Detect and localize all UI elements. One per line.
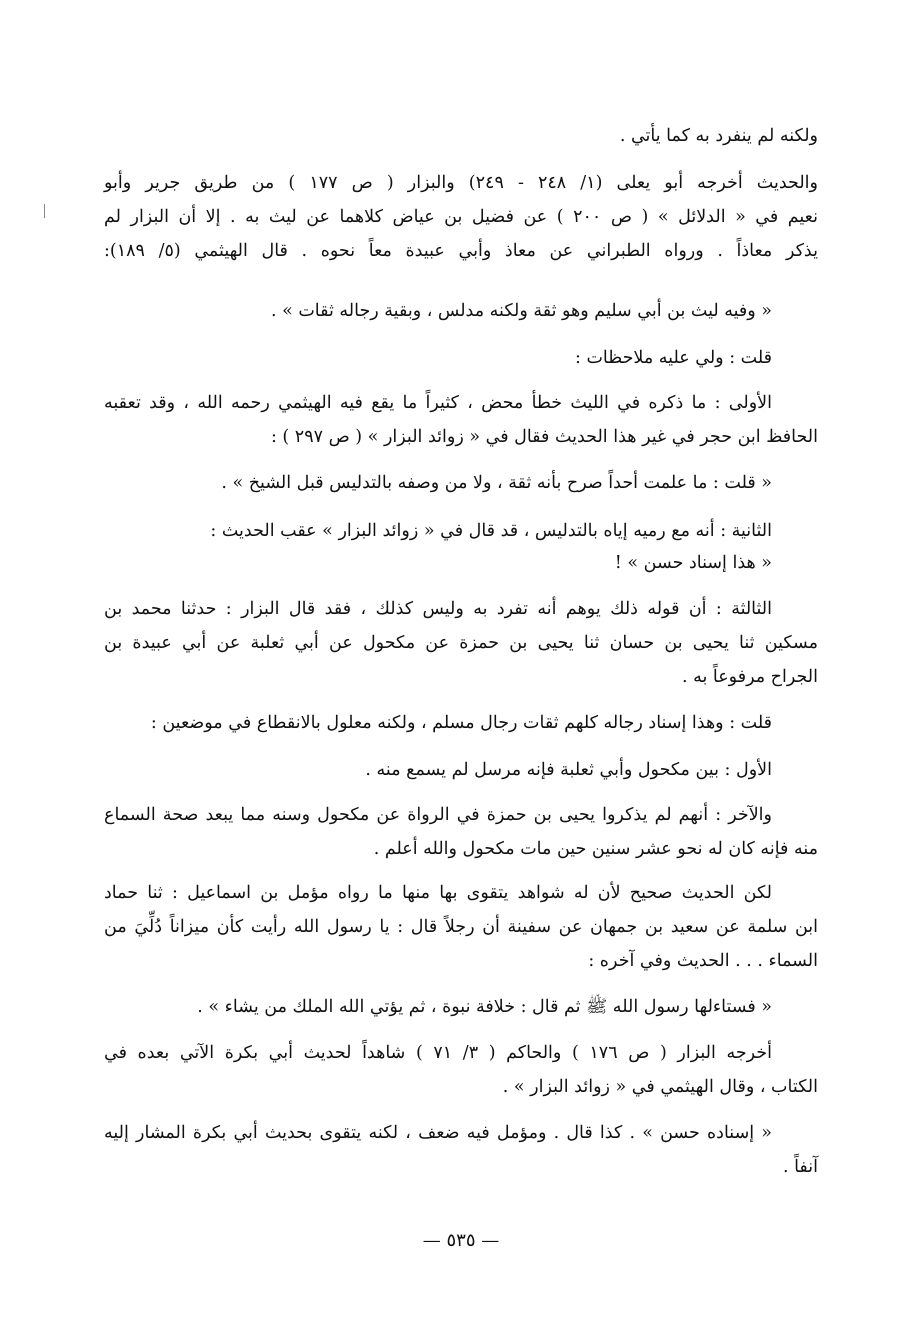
- text-line: الثالثة : أن قوله ذلك يوهم أنه تفرد به وليس كذلك ، فقد قال البزار : حدثنا محمد بن: [104, 599, 772, 619]
- text-line: مسكين ثنا يحيى بن حسان ثنا يحيى بن حمزة عن مكحول عن أبي ثعلبة عن أبي عبيدة بن: [104, 633, 818, 653]
- text-line: يذكر معاذاً . ورواه الطبراني عن معاذ وأبي عبيدة معاً نحوه . قال الهيثمي (٥/ ١٨٩):: [104, 241, 818, 261]
- text-line: قلت : وهذا إسناد رجاله كلهم ثقات رجال مسلم ، ولكنه معلول بالانقطاع في موضعين :: [150, 713, 772, 733]
- text-line: الكتاب ، وقال الهيثمي في « زوائد البزار » .: [502, 1077, 818, 1097]
- text-line: الحافظ ابن حجر في غير هذا الحديث فقال في « زوائد البزار » ( ص ٢٩٧ ) :: [270, 427, 818, 447]
- text-line: السماء . . . الحديث وفي آخره :: [588, 951, 818, 971]
- text-line: الأول : بين مكحول وأبي ثعلبة فإنه مرسل لم يسمع منه .: [365, 760, 772, 780]
- text-line: الأولى : ما ذكره في الليث خطأ محض ، كثيراً ما يقع فيه الهيثمي رحمه الله ، وقد تعقبه: [104, 393, 772, 413]
- quote-line: « قلت : ما علمت أحداً صرح بأنه ثقة ، ولا من وصفه بالتدليس قبل الشيخ » .: [221, 473, 772, 493]
- text-line: الجراح مرفوعاً به .: [681, 667, 818, 687]
- text-line: الثانية : أنه مع رميه إياه بالتدليس ، قد قال في « زوائد البزار » عقب الحديث :: [210, 521, 772, 541]
- text-line: نعيم في « الدلائل » ( ص ٢٠٠ ) عن فضيل بن عياض كلاهما عن ليث به . إلا أن البزار لم: [104, 207, 818, 227]
- quote-line: « فستاءلها رسول الله ﷺ ثم قال : خلافة نبوة ، ثم يؤتي الله الملك من يشاء » .: [197, 997, 772, 1017]
- text-line: منه فإنه كان له نحو عشر سنين حين مات مكحول والله أعلم .: [373, 839, 818, 859]
- text-line: أخرجه البزار ( ص ١٧٦ ) والحاكم ( ٣/ ٧١ ) شاهداً لحديث أبي بكرة الآتي بعده في: [104, 1043, 772, 1063]
- text-line: والحديث أخرجه أبو يعلى (١/ ٢٤٨ - ٢٤٩) والبزار ( ص ١٧٧ ) من طريق جرير وأبو: [104, 173, 818, 193]
- text-line: لكن الحديث صحيح لأن له شواهد يتقوى بها منها ما رواه مؤمل بن اسماعيل : ثنا حماد: [104, 883, 772, 903]
- quote-line: « إسناده حسن » . كذا قال . ومؤمل فيه ضعف ، لكنه يتقوى بحديث أبي بكرة المشار إليه: [104, 1123, 772, 1143]
- text-line: قلت : ولي عليه ملاحظات :: [574, 348, 772, 368]
- text-line: ولكنه لم ينفرد به كما يأتي .: [619, 126, 818, 146]
- text-line: والآخر : أنهم لم يذكروا يحيى بن حمزة في الرواة عن مكحول وسنه مما يبعد صحة السماع: [104, 805, 772, 825]
- quote-line: « هذا إسناد حسن » !: [614, 553, 772, 573]
- text-line: ابن سلمة عن سعيد بن جمهان عن سفينة أن رجلاً قال : يا رسول الله رأيت كأن ميزاناً دُلِّيَ من: [104, 917, 818, 937]
- page-number: — ٥٣٥ —: [422, 1230, 500, 1251]
- text-line: آنفاً .: [782, 1157, 818, 1177]
- margin-mark: [44, 204, 45, 218]
- quote-line: « وفيه ليث بن أبي سليم وهو ثقة ولكنه مدلس ، وبقية رجاله ثقات » .: [270, 301, 772, 321]
